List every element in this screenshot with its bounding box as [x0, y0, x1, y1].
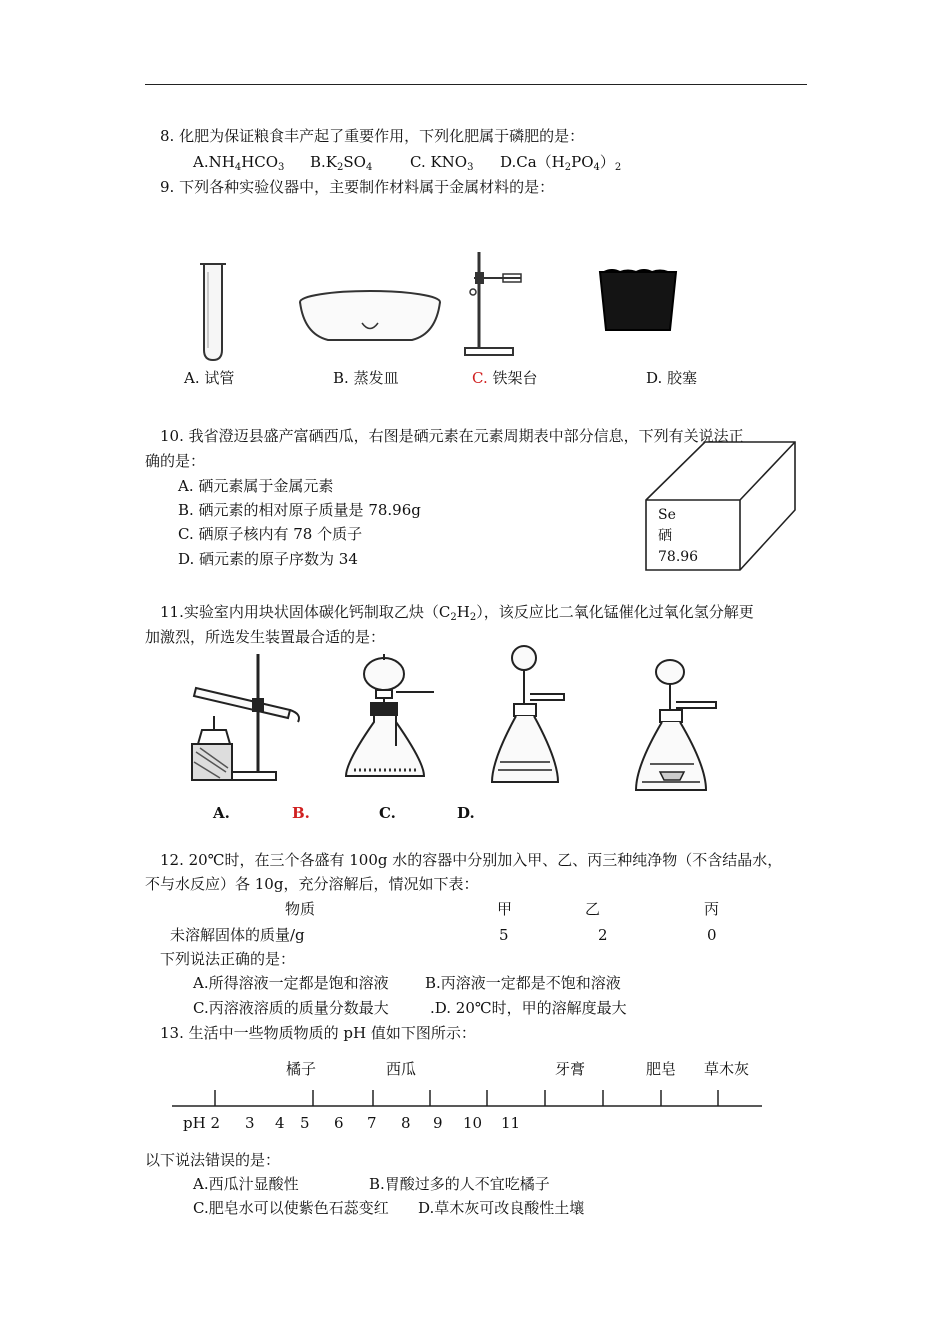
apparatus-d-illustration: [630, 658, 722, 796]
q12-option-c: C.丙溶液溶质的质量分数最大: [193, 999, 389, 1017]
q10-option-d: D. 硒元素的原子序数为 34: [178, 550, 358, 568]
q9-label-c: C. 铁架台: [472, 369, 538, 387]
q13-option-a: A.西瓜汁显酸性: [193, 1175, 299, 1193]
q8-option-c: C. $KNO_3$: [410, 153, 474, 173]
ph-label-5: 5: [300, 1114, 310, 1132]
substance-watermelon: 西瓜: [386, 1060, 417, 1078]
ph-label-11: 11: [501, 1114, 521, 1132]
test-tube-illustration: [196, 262, 232, 364]
q9-stem: 9. 下列各种实验仪器中，主要制作材料属于金属材料的是：: [160, 178, 555, 196]
substance-toothpaste: 牙膏: [555, 1060, 586, 1078]
ph-scale-line: [170, 1085, 765, 1111]
ph-label-3: 3: [245, 1114, 255, 1132]
ph-label-2: pH 2: [183, 1114, 220, 1132]
q11-label-a: A.: [213, 804, 230, 822]
ph-label-10: 10: [463, 1114, 483, 1132]
substance-orange: 橘子: [286, 1060, 317, 1078]
q12-option-d: .D. 20℃时，甲的溶解度最大: [430, 999, 627, 1017]
apparatus-a-illustration: [186, 652, 306, 784]
q12-option-b: B.丙溶液一定都是不饱和溶液: [425, 974, 621, 992]
q12-stem-line1: 12. 20℃时，在三个各盛有 100g 水的容器中分别加入甲、乙、丙三种纯净物（不含结晶水，: [160, 851, 783, 869]
q11-label-d: D.: [457, 804, 475, 822]
rubber-stopper-illustration: [598, 268, 678, 336]
table-header-jia: 甲: [497, 900, 513, 918]
q9-label-d: D. 胶塞: [646, 369, 698, 387]
iron-stand-illustration: [463, 250, 525, 360]
q10-stem-line2: 确的是：: [145, 452, 206, 470]
q11-stem-line2: 加激烈，所选发生装置最合适的是：: [145, 628, 386, 646]
evaporating-dish-illustration: [298, 290, 442, 348]
q8-option-d: $D.Ca(H_2PO_4)_2$: [500, 153, 622, 173]
q8-option-b: $B.K_2SO_4$: [310, 153, 373, 173]
q10-option-c: C. 硒原子核内有 78 个质子: [178, 525, 363, 543]
ph-label-6: 6: [334, 1114, 344, 1132]
table-header-yi: 乙: [585, 900, 601, 918]
q12-prompt: 下列说法正确的是：: [160, 950, 296, 968]
q11-label-b: B.: [292, 804, 310, 822]
q10-option-a: A. 硒元素属于金属元素: [178, 477, 334, 495]
q8-option-a: $A.NH_4HCO_3$: [193, 153, 285, 173]
table-row-label: 未溶解固体的质量/g: [170, 926, 305, 944]
table-cell-yi: 2: [598, 926, 608, 944]
q10-option-b: B. 硒元素的相对原子质量是 78.96g: [178, 501, 421, 519]
q8-stem: 8. 化肥为保证粮食丰产起了重要作用，下列化肥属于磷肥的是：: [160, 127, 585, 145]
apparatus-b-illustration: [340, 652, 442, 782]
q9-label-a: A. 试管: [184, 369, 235, 387]
q11-label-c: C.: [379, 804, 396, 822]
ph-label-4: 4: [275, 1114, 285, 1132]
element-name: 硒: [658, 528, 672, 544]
element-mass: 78.96: [658, 549, 699, 565]
q9-label-b: B. 蒸发皿: [333, 369, 399, 387]
header-rule: [145, 84, 807, 85]
q12-option-a: A.所得溶液一定都是饱和溶液: [193, 974, 389, 992]
element-symbol: Se: [658, 507, 676, 523]
q13-option-c: C.肥皂水可以使紫色石蕊变红: [193, 1199, 389, 1217]
substance-plant-ash: 草木灰: [704, 1060, 750, 1078]
q11-stem-line1: 11.实验室内用块状固体碳化钙制取乙炔$(C_2H_2)$，该反应比二氧化锰催化过氧化氢分解更: [160, 603, 754, 623]
ph-label-9: 9: [433, 1114, 443, 1132]
q13-option-d: D.草木灰可改良酸性土壤: [418, 1199, 585, 1217]
q12-stem-line2: 不与水反应）各 10g，充分溶解后，情况如下表：: [145, 875, 479, 893]
q13-option-b: B.胃酸过多的人不宜吃橘子: [369, 1175, 550, 1193]
table-header-substance: 物质: [285, 900, 316, 918]
ph-label-7: 7: [367, 1114, 377, 1132]
q13-stem: 13. 生活中一些物质物质的 pH 值如下图所示：: [160, 1024, 476, 1042]
q10-stem-line1: 10. 我省澄迈县盛产富硒西瓜，右图是硒元素在元素周期表中部分信息，下列有关说法正: [160, 427, 744, 445]
q13-prompt: 以下说法错误的是：: [145, 1151, 281, 1169]
substance-soap: 肥皂: [646, 1060, 677, 1078]
table-cell-bing: 0: [707, 926, 717, 944]
table-header-bing: 丙: [704, 900, 720, 918]
apparatus-c-illustration: [488, 644, 568, 788]
ph-label-8: 8: [401, 1114, 411, 1132]
table-cell-jia: 5: [499, 926, 509, 944]
